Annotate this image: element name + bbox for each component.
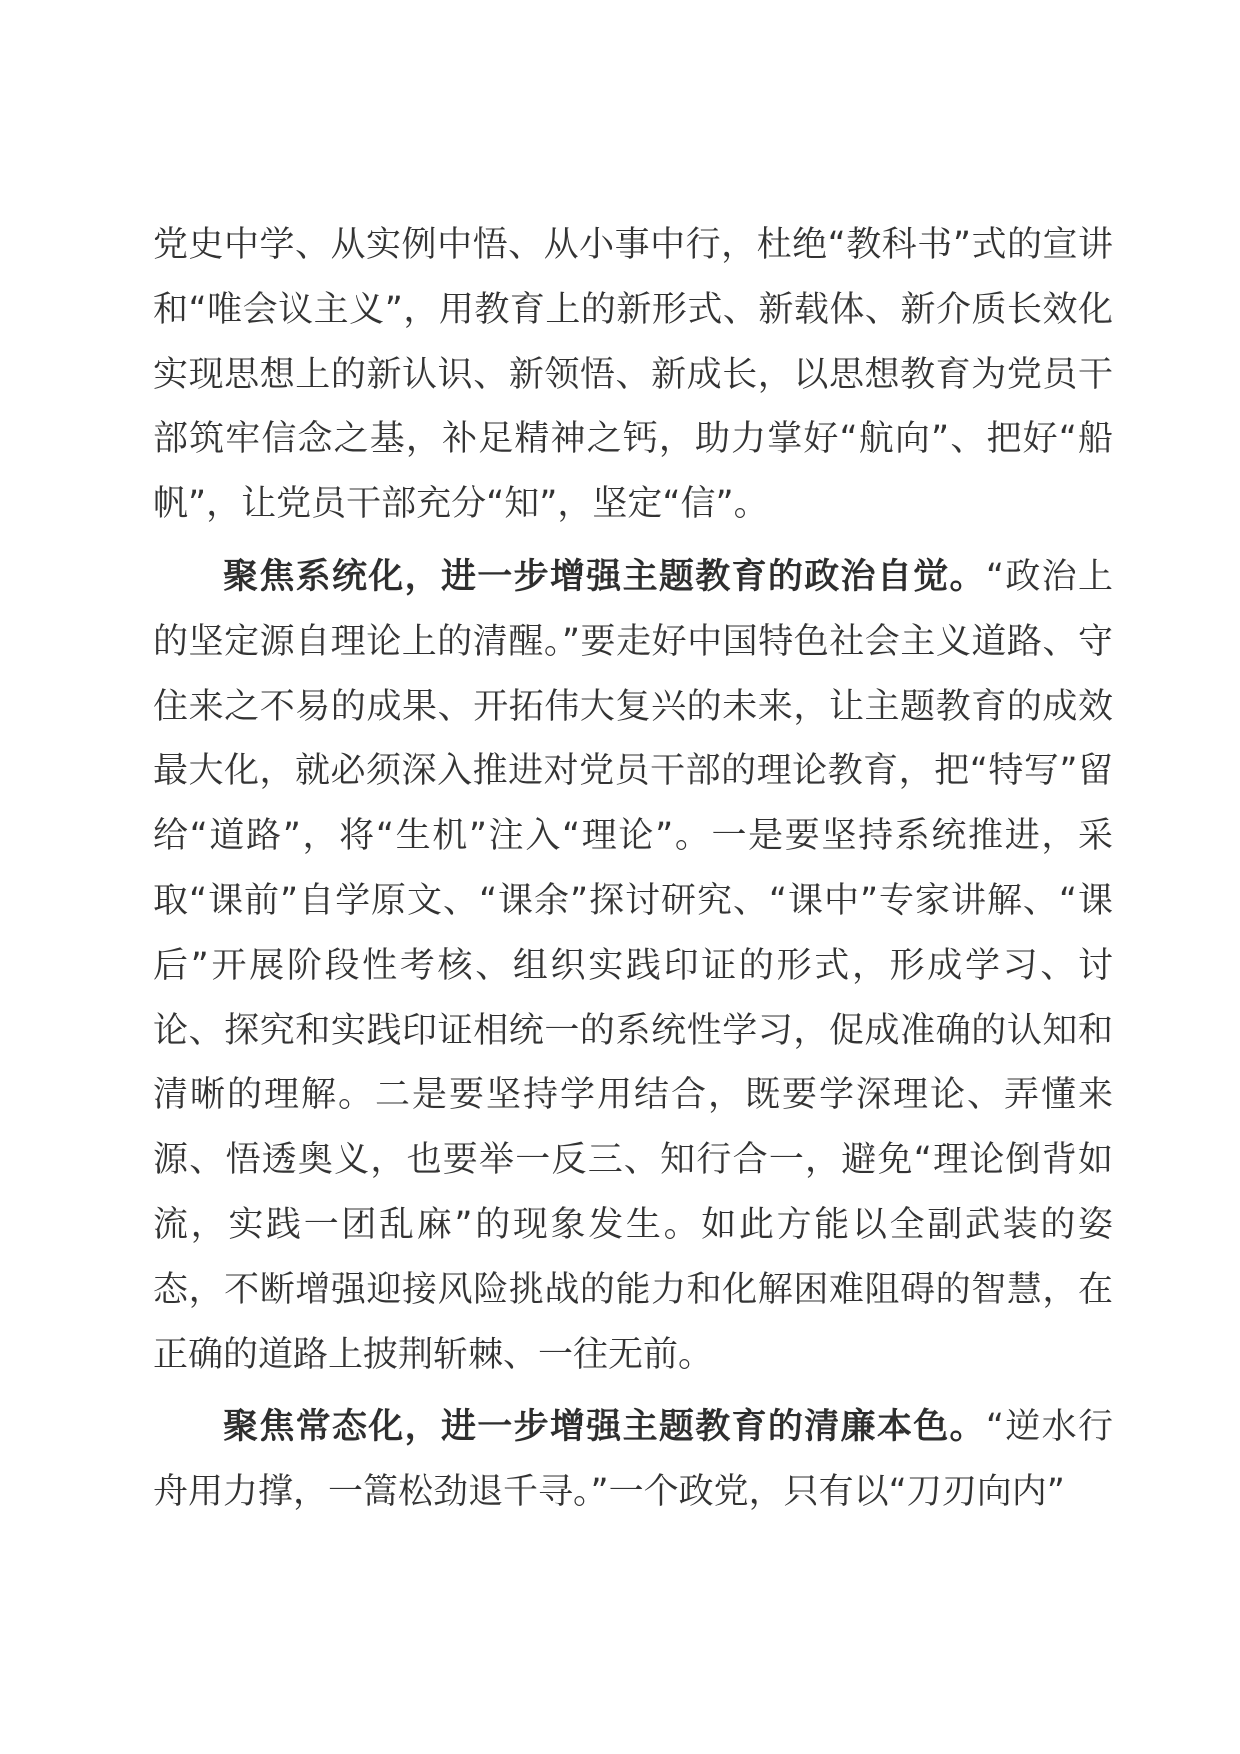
paragraph-1 — [153, 213, 1113, 537]
paragraph-3-heading: 聚焦常态化，进一步增强主题教育的清廉本色。 — [223, 1407, 986, 1448]
paragraph-2 — [153, 545, 1113, 1387]
paragraph-3 — [153, 1395, 1113, 1525]
paragraph-2-heading: 聚焦系统化，进一步增强主题教育的政治自觉。 — [223, 556, 986, 597]
paragraph-1-text: 党史中学、从实例中悟、从小事中行，杜绝“教科书”式的宣讲和“唯会议主义”，用教育上的新形式、新载体、新介质长效化实现思想上的新认识、新领悟、新成长，以思想教育为党员干部筑牢信念之基，补足精神之钙，助力掌好“航向”、把好“船帆”，让党员干部充分“知”，坚定“信”。 — [153, 225, 1113, 525]
paragraph-2-text: “政治上的坚定源自理论上的清醒。”要走好中国特色社会主义道路、守住来之不易的成果、开拓伟大复兴的未来，让主题教育的成效最大化，就必须深入推进对党员干部的理论教育，把“特写”留给“道路”，将“生机”注入“理论”。一是要坚持系统推进，采取“课前”自学原文、“课余”探讨研究、“课中”专家讲解、“课后”开展阶段性考核、组织实践印证的形式，形成学习、讨论、探究和实践印证相统一的系统性学习，促成准确的认知和清晰的理解。二是要坚持学用结合，既要学深理论、弄懂来源、悟透奥义，也要举一反三、知行合一，避免“理论倒背如流，实践一团乱麻”的现象发生。如此方能以全副武装的姿态，不断增强迎接风险挑战的能力和化解困难阻碍的智慧，在正确的道路上披荆斩棘、一往无前。 — [153, 556, 1113, 1375]
paragraph-3-text: “逆水行舟用力撑，一篙松劲退千寻。”一个政党，只有以“刀刃向内” — [153, 1407, 1113, 1513]
document-body — [153, 213, 1113, 1525]
